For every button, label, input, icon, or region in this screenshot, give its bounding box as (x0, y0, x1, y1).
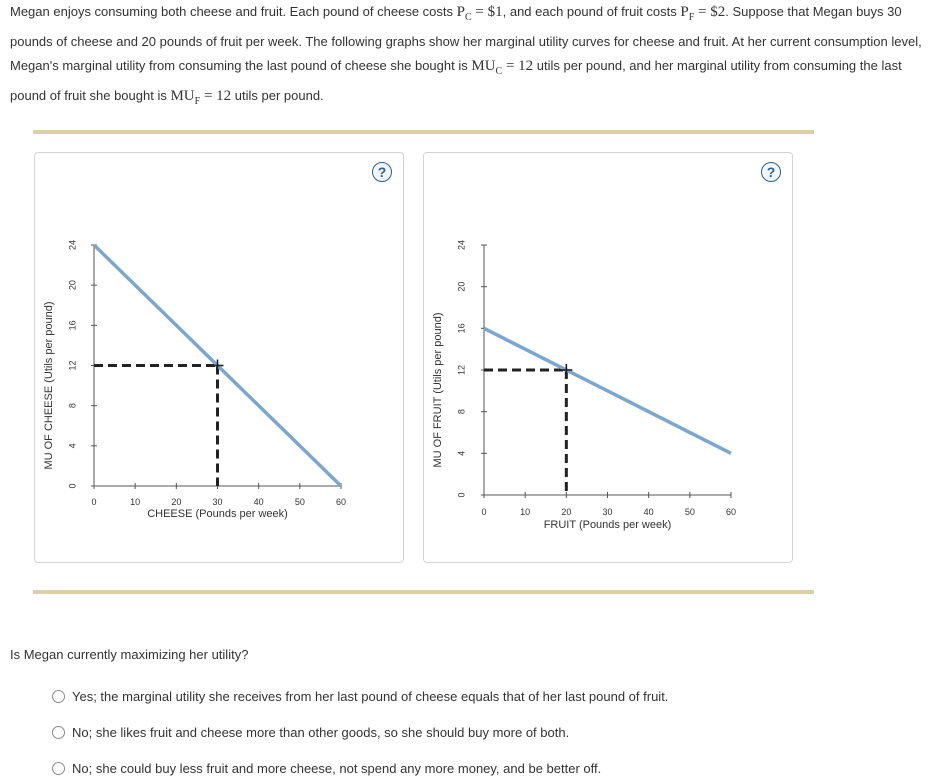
x-axis-label: FRUIT (Pounds per week) (543, 519, 672, 531)
x-axis-label: CHEESE (Pounds per week) (147, 508, 288, 520)
x-tick-label: 0 (91, 497, 97, 507)
answer-option-1[interactable] (52, 687, 668, 705)
fruit-mu-chart (424, 153, 794, 564)
y-tick-label: 8 (456, 409, 467, 415)
mu-curve (484, 328, 731, 453)
fruit-graph-panel (423, 152, 793, 563)
y-axis-label: MU OF CHEESE (Utils per pound) (42, 301, 55, 470)
radio-button[interactable] (52, 762, 65, 775)
x-tick-label: 40 (643, 507, 654, 517)
y-tick-label: 24 (67, 239, 78, 251)
y-tick-label: 16 (456, 323, 467, 334)
y-tick-label: 4 (456, 450, 467, 456)
x-tick-label: 20 (561, 507, 572, 517)
y-axis-label: MU OF FRUIT (Utils per pound) (431, 312, 444, 468)
x-tick-label: 30 (212, 497, 223, 507)
radio-button[interactable] (52, 690, 65, 703)
y-tick-label: 12 (456, 364, 467, 376)
question-text: Is Megan currently maximizing her utility? (10, 647, 249, 662)
answer-option-2[interactable] (52, 723, 569, 741)
y-tick-label: 0 (456, 492, 467, 498)
y-tick-label: 4 (67, 443, 78, 449)
option-label: No; she likes fruit and cheese more than other goods, so she should buy more of both. (72, 724, 570, 740)
y-tick-label: 24 (456, 239, 467, 251)
help-icon[interactable]: ? (761, 162, 781, 182)
y-tick-label: 16 (67, 320, 78, 331)
help-icon[interactable]: ? (372, 162, 392, 182)
x-tick-label: 30 (602, 507, 613, 517)
y-tick-label: 12 (67, 360, 78, 371)
divider-bottom (33, 590, 814, 594)
y-tick-label: 20 (456, 281, 467, 292)
cheese-graph-panel (34, 152, 404, 563)
x-tick-label: 10 (130, 497, 141, 507)
x-tick-label: 10 (520, 507, 531, 517)
problem-statement: Megan enjoys consuming both cheese and fruit. Each pound of cheese costs $P_C$ = $1, and each pound of fruit costs $P_F$ = $2. Suppose that Megan buys 30 pounds of cheese and 20 pounds of fruit per week. The following graphs show her marginal utility curves for cheese and fruit. At her current consumption level, Megan's marginal utility from consuming the last pound of cheese she bought is $MU_C = 12$ utils per pound, and her marginal utility from consuming the last pound of fruit she bought is $MU_F = 12$ utils per pound. (10, 4, 922, 107)
x-tick-label: 60 (335, 497, 347, 507)
option-label: Yes; the marginal utility she receives from her last pound of cheese equals that of her last pound of fruit. (72, 688, 669, 704)
y-tick-label: 0 (67, 483, 78, 489)
answer-option-3[interactable] (52, 759, 601, 777)
x-tick-label: 0 (481, 507, 487, 517)
x-tick-label: 50 (684, 507, 695, 517)
radio-button[interactable] (52, 726, 65, 739)
x-tick-label: 20 (171, 497, 182, 507)
x-tick-label: 50 (294, 497, 305, 507)
y-tick-label: 20 (67, 280, 78, 291)
x-tick-label: 40 (253, 497, 264, 507)
divider-top (33, 130, 814, 134)
option-label: No; she could buy less fruit and more cheese, not spend any more money, and be better off. (72, 760, 602, 776)
x-tick-label: 60 (725, 507, 737, 517)
y-tick-label: 8 (67, 403, 78, 409)
cheese-mu-chart (35, 153, 405, 564)
